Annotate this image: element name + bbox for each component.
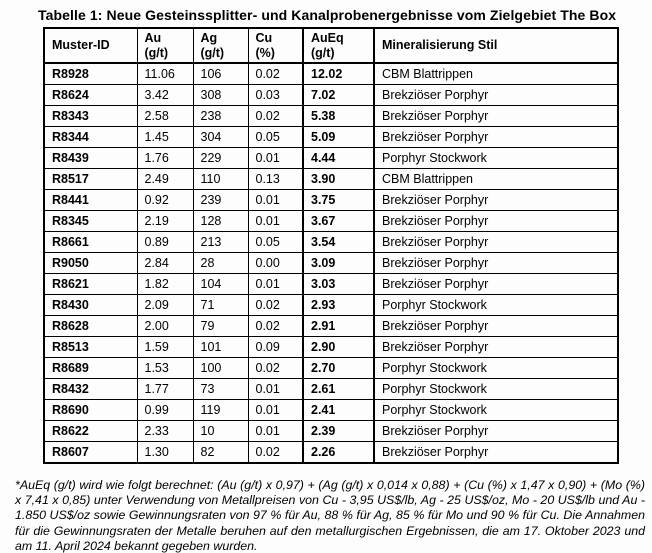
mineralization-style-cell: Porphyr Stockwork (374, 295, 618, 316)
ag-cell: 229 (193, 148, 248, 169)
header-aueq (303, 28, 374, 63)
table-row (44, 190, 618, 211)
au-cell: 2.84 (137, 253, 193, 274)
mineralization-style-cell: Brekziöser Porphyr (374, 232, 618, 253)
aueq-cell: 3.03 (303, 274, 374, 295)
ag-cell: 73 (193, 379, 248, 400)
aueq-cell: 3.54 (303, 232, 374, 253)
table-row (44, 63, 618, 85)
aueq-cell: 3.67 (303, 211, 374, 232)
aueq-cell: 2.26 (303, 442, 374, 464)
cu-cell: 0.01 (248, 190, 303, 211)
mineralization-style-cell: Porphyr Stockwork (374, 379, 618, 400)
table-row (44, 316, 618, 337)
mineralization-style-cell: Brekziöser Porphyr (374, 253, 618, 274)
mineralization-style-cell: Brekziöser Porphyr (374, 421, 618, 442)
table-row (44, 169, 618, 190)
header-ag-unit: (g/t) (200, 45, 225, 60)
sample-id-cell: R8441 (44, 190, 137, 211)
header-au (137, 28, 193, 63)
mineralization-style-cell: CBM Blattrippen (374, 63, 618, 85)
ag-cell: 213 (193, 232, 248, 253)
header-sample-id-label: Muster-ID (52, 38, 110, 52)
ag-cell: 79 (193, 316, 248, 337)
mineralization-style-cell: Brekziöser Porphyr (374, 316, 618, 337)
table-row (44, 379, 618, 400)
header-ag (193, 28, 248, 63)
table-row (44, 127, 618, 148)
cu-cell: 0.01 (248, 274, 303, 295)
sample-id-cell: R8513 (44, 337, 137, 358)
sample-id-cell: R8344 (44, 127, 137, 148)
cu-cell: 0.01 (248, 400, 303, 421)
sample-id-cell: R8343 (44, 106, 137, 127)
au-cell: 0.89 (137, 232, 193, 253)
au-cell: 0.92 (137, 190, 193, 211)
header-cu-label: Cu (255, 30, 273, 45)
sample-id-cell: R8607 (44, 442, 137, 464)
au-cell: 11.06 (137, 63, 193, 85)
ag-cell: 238 (193, 106, 248, 127)
aueq-calculation-footnote: *AuEq (g/t) wird wie folgt berechnet: (Au (g/t) x 0,97) + (Ag (g/t) x 0,014 x 0,88) + (Cu (%) x 1,47 x 0,90) + (Mo (%) x 7,41 x 0,85) unter Verwendung von Metallpreisen von Cu - 3,95 US$/lb, Ag - 25 US$/oz, Mo - 20 US$/lb und Au - 1.850 US$/oz sowie Gewinnungsraten von 97 % für Au, 88 % für Ag, 85 % für Mo und 90 % für Cu. Die Annahmen für die Gewinnungsraten der Metalle beruhen auf den metallurgischen Ergebnissen, die am 17. Oktober 2023 und am 11. April 2024 bekannt gegeben wurden. (15, 478, 645, 553)
header-mineralization-style (374, 28, 618, 63)
aueq-cell: 2.90 (303, 337, 374, 358)
ag-cell: 110 (193, 169, 248, 190)
cu-cell: 0.01 (248, 148, 303, 169)
au-cell: 2.49 (137, 169, 193, 190)
au-cell: 1.45 (137, 127, 193, 148)
aueq-cell: 3.90 (303, 169, 374, 190)
au-cell: 1.30 (137, 442, 193, 464)
sample-id-cell: R8345 (44, 211, 137, 232)
aueq-cell: 5.09 (303, 127, 374, 148)
aueq-cell: 4.44 (303, 148, 374, 169)
header-aueq-unit: (g/t) (311, 45, 335, 60)
au-cell: 1.59 (137, 337, 193, 358)
table-row (44, 295, 618, 316)
cu-cell: 0.01 (248, 379, 303, 400)
cu-cell: 0.02 (248, 358, 303, 379)
header-ag-label: Ag (200, 30, 218, 45)
table-row (44, 442, 618, 464)
table-row (44, 232, 618, 253)
cu-cell: 0.05 (248, 127, 303, 148)
ag-cell: 82 (193, 442, 248, 464)
cu-cell: 0.13 (248, 169, 303, 190)
ag-cell: 101 (193, 337, 248, 358)
table-row (44, 106, 618, 127)
header-sample-id (44, 28, 137, 63)
sample-id-cell: R8661 (44, 232, 137, 253)
aueq-cell: 5.38 (303, 106, 374, 127)
mineralization-style-cell: Brekziöser Porphyr (374, 274, 618, 295)
au-cell: 2.09 (137, 295, 193, 316)
ag-cell: 239 (193, 190, 248, 211)
table-header-row (44, 28, 618, 63)
sample-id-cell: R8690 (44, 400, 137, 421)
sample-id-cell: R8928 (44, 63, 137, 85)
ag-cell: 10 (193, 421, 248, 442)
cu-cell: 0.01 (248, 421, 303, 442)
au-cell: 2.19 (137, 211, 193, 232)
table-row (44, 253, 618, 274)
cu-cell: 0.00 (248, 253, 303, 274)
cu-cell: 0.05 (248, 232, 303, 253)
mineralization-style-cell: Porphyr Stockwork (374, 148, 618, 169)
ag-cell: 104 (193, 274, 248, 295)
ag-cell: 100 (193, 358, 248, 379)
header-au-unit: (g/t) (144, 45, 169, 60)
table-row (44, 358, 618, 379)
ag-cell: 28 (193, 253, 248, 274)
header-cu (248, 28, 303, 63)
cu-cell: 0.02 (248, 442, 303, 464)
cu-cell: 0.02 (248, 316, 303, 337)
aueq-cell: 3.09 (303, 253, 374, 274)
table-title: Tabelle 1: Neue Gesteinssplitter- und Kanalprobenergebnisse vom Zielgebiet The Box (38, 7, 617, 23)
au-cell: 0.99 (137, 400, 193, 421)
ag-cell: 308 (193, 85, 248, 106)
sample-id-cell: R8689 (44, 358, 137, 379)
au-cell: 1.77 (137, 379, 193, 400)
ag-cell: 128 (193, 211, 248, 232)
sample-id-cell: R8430 (44, 295, 137, 316)
mineralization-style-cell: Brekziöser Porphyr (374, 211, 618, 232)
aueq-cell: 2.61 (303, 379, 374, 400)
cu-cell: 0.02 (248, 106, 303, 127)
mineralization-style-cell: Brekziöser Porphyr (374, 190, 618, 211)
sample-id-cell: R8624 (44, 85, 137, 106)
au-cell: 1.76 (137, 148, 193, 169)
table-row (44, 85, 618, 106)
table-row (44, 421, 618, 442)
ag-cell: 71 (193, 295, 248, 316)
sample-id-cell: R8628 (44, 316, 137, 337)
mineralization-style-cell: Brekziöser Porphyr (374, 106, 618, 127)
sample-id-cell: R8622 (44, 421, 137, 442)
au-cell: 2.33 (137, 421, 193, 442)
table-row (44, 211, 618, 232)
aueq-cell: 3.75 (303, 190, 374, 211)
assay-results-table (43, 27, 619, 464)
sample-id-cell: R8439 (44, 148, 137, 169)
mineralization-style-cell: Brekziöser Porphyr (374, 337, 618, 358)
cu-cell: 0.01 (248, 211, 303, 232)
mineralization-style-cell: CBM Blattrippen (374, 169, 618, 190)
header-au-label: Au (144, 30, 162, 45)
mineralization-style-cell: Brekziöser Porphyr (374, 85, 618, 106)
cu-cell: 0.02 (248, 63, 303, 85)
mineralization-style-cell: Porphyr Stockwork (374, 358, 618, 379)
cu-cell: 0.09 (248, 337, 303, 358)
ag-cell: 106 (193, 63, 248, 85)
table-row (44, 274, 618, 295)
sample-id-cell: R8432 (44, 379, 137, 400)
results-table-body (44, 63, 618, 463)
aueq-cell: 2.91 (303, 316, 374, 337)
au-cell: 2.58 (137, 106, 193, 127)
au-cell: 1.82 (137, 274, 193, 295)
cu-cell: 0.02 (248, 295, 303, 316)
au-cell: 2.00 (137, 316, 193, 337)
sample-id-cell: R8517 (44, 169, 137, 190)
mineralization-style-cell: Brekziöser Porphyr (374, 442, 618, 464)
table-row (44, 337, 618, 358)
ag-cell: 304 (193, 127, 248, 148)
sample-id-cell: R9050 (44, 253, 137, 274)
header-cu-unit: (%) (255, 45, 275, 60)
ag-cell: 119 (193, 400, 248, 421)
au-cell: 1.53 (137, 358, 193, 379)
table-row (44, 400, 618, 421)
mineralization-style-cell: Porphyr Stockwork (374, 400, 618, 421)
cu-cell: 0.03 (248, 85, 303, 106)
aueq-cell: 2.39 (303, 421, 374, 442)
aueq-cell: 2.70 (303, 358, 374, 379)
mineralization-style-cell: Brekziöser Porphyr (374, 127, 618, 148)
header-mineralization-style-label: Mineralisierung Stil (382, 38, 498, 52)
aueq-cell: 2.41 (303, 400, 374, 421)
aueq-cell: 12.02 (303, 63, 374, 85)
aueq-cell: 7.02 (303, 85, 374, 106)
table-row (44, 148, 618, 169)
au-cell: 3.42 (137, 85, 193, 106)
aueq-cell: 2.93 (303, 295, 374, 316)
sample-id-cell: R8621 (44, 274, 137, 295)
header-aueq-label: AuEq (311, 30, 344, 45)
